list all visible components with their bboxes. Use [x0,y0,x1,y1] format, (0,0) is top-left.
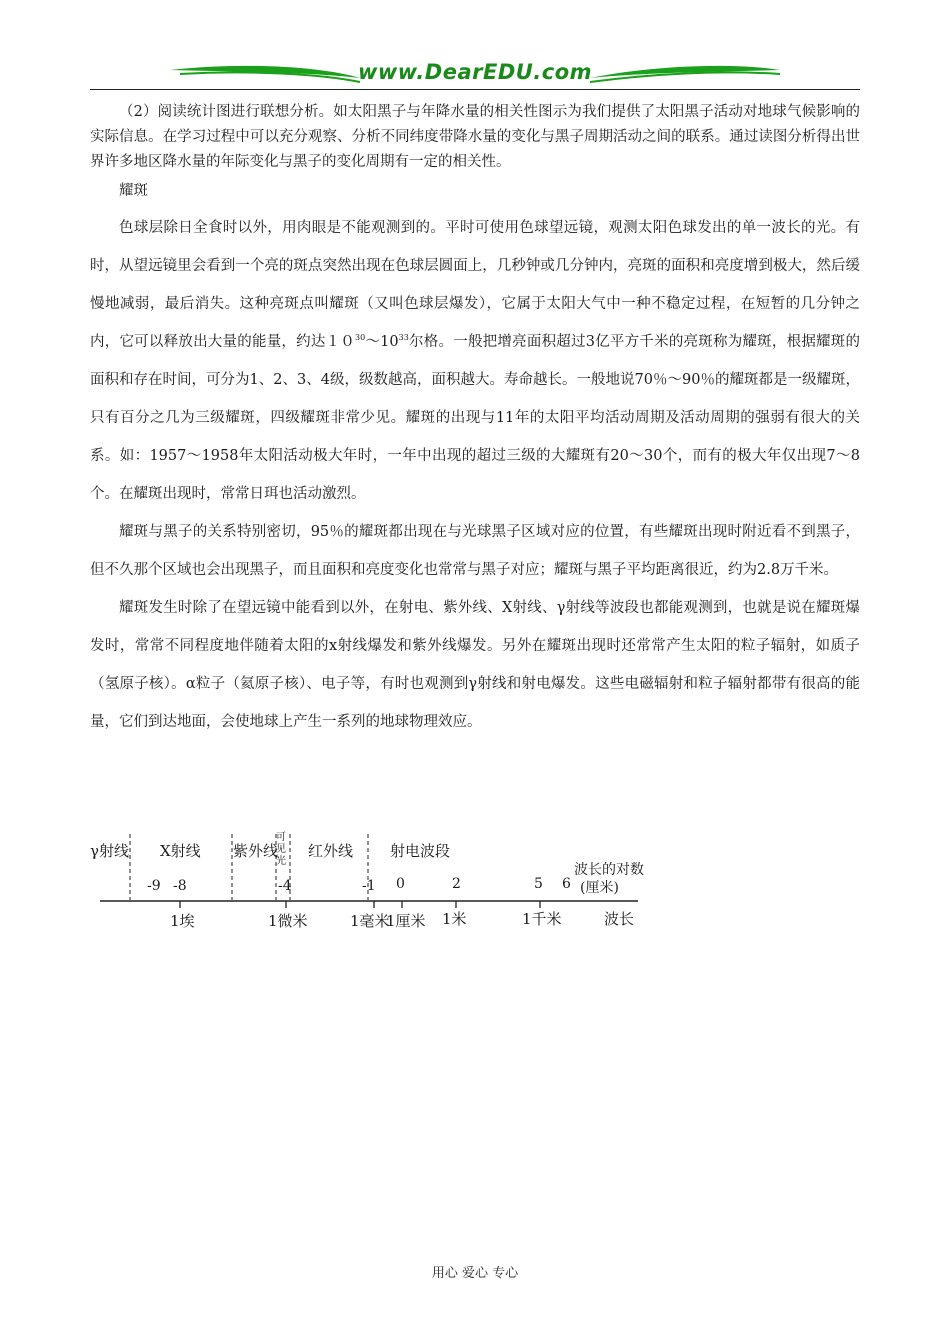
paragraph-intro: （2）阅读统计图进行联想分析。如太阳黑子与年降水量的相关性图示为我们提供了太阳黑子活动对地球气候影响的实际信息。在学习过程中可以充分观察、分析不同纬度带降水量的变化与黑子周期活动之间的联系。通过读图分析得出世界许多地区降水量的年际变化与黑子的变化周期有一定的相关性。 [90,104,860,170]
band-visible-char-1: 可 [276,832,286,843]
axis-title-log-wavelength: 波长的对数 [574,862,644,878]
paragraph-flare-definition-part3: 尔格。一般把增亮面积超过3亿平方千米的亮斑称为耀斑，根据耀斑的面积和存在时间，可分为1、2、3、4级，级数越高，面积越大。寿命越长。一般地说70％～90％的耀斑都是一级耀斑，只有百分之几为三级耀斑，四级耀斑非常少见。耀斑的出现与11年的太阳平均活动周期及活动周期的强弱有很大的关系。如：1957～1958年太阳活动极大年时，一年中出现的超过三级的大耀斑有20～30个，而有的极大年仅出现7～8个。在耀斑出现时，常常日珥也活动激烈。 [90,334,861,502]
spectrum-diagram [90,828,650,938]
paragraph-flare-radiation: 耀斑发生时除了在望远镜中能看到以外，在射电、紫外线、X射线、γ射线等波段也都能观测到，也就是说在耀斑爆发时，常常不同程度地伴随着太阳的x射线爆发和紫外线爆发。另外在耀斑出现时还常常产生太阳的粒子辐射，如质子（氢原子核）。α粒子（氦原子核）、电子等，有时也观测到γ射线和射电爆发。这些电磁辐射和粒子辐射都带有很高的能量，它们到达地面，会使地球上产生一系列的地球物理效应。 [90,600,860,730]
unit-meter: 1米 [442,910,467,928]
section-title: 耀斑 [119,183,148,199]
paragraph-flare-definition [90,209,860,513]
exponent-label-5: 5 [534,876,543,892]
unit-micrometer: 1微米 [268,912,308,930]
exponent-label-minus9: -9 [147,878,161,894]
document-body [90,100,860,741]
band-ultraviolet: 紫外线 [233,842,279,860]
band-gamma: γ射线 [90,842,129,860]
band-visible-char-3: 光 [276,856,286,867]
exponent-label-6: 6 [562,876,571,892]
band-infrared: 红外线 [308,842,354,860]
paragraph-flare-definition-part2: ～10 [365,334,399,350]
band-radio: 射电波段 [390,842,451,860]
exponent-33: 33 [398,333,409,342]
unit-kilometer: 1千米 [522,910,562,928]
exponent-label-minus8: -8 [173,878,187,894]
band-xray: X射线 [160,842,201,860]
axis-label-wavelength: 波长 [604,910,635,928]
paragraph-flare-sunspot-relation: 耀斑与黑子的关系特别密切，95％的耀斑都出现在与光球黑子区域对应的位置，有些耀斑出现时附近看不到黑子，但不久那个区域也会出现黑子，而且面积和亮度变化也常常与黑子对应；耀斑与黑子平均距离很近，约为2.8万千米。 [90,524,860,578]
unit-centimeter: 1厘米 [386,912,426,930]
page-header [90,58,860,90]
exponent-label-2: 2 [452,876,461,892]
page-footer: 用心 爱心 专心 [431,1266,519,1281]
paragraph-flare-definition-part1: 色球层除日全食时以外，用肉眼是不能观测到的。平时可使用色球望远镜，观测太阳色球发出的单一波长的光。有时，从望远镜里会看到一个亮的斑点突然出现在色球层圆面上，几秒钟或几分钟内，亮斑的面积和亮度增到极大，然后缓慢地减弱，最后消失。这种亮斑点叫耀斑（又叫色球层爆发），它属于太阳大气中一种不稳定过程，在短暂的几分钟之内，它可以释放出大量的能量，约达１０ [90,220,860,350]
site-logo[interactable]: www.DearEDU.com [357,60,593,84]
unit-angstrom: 1埃 [170,912,195,930]
axis-title-unit: (厘米) [580,880,619,896]
exponent-label-minus1: -1 [362,878,376,894]
exponent-label-0: 0 [396,876,405,892]
unit-millimeter: 1毫米 [350,912,390,930]
exponent-30: 30 [355,333,366,342]
band-visible-char-2: 见 [276,844,286,855]
exponent-label-minus4: -4 [278,878,292,894]
header-rule [90,89,860,90]
